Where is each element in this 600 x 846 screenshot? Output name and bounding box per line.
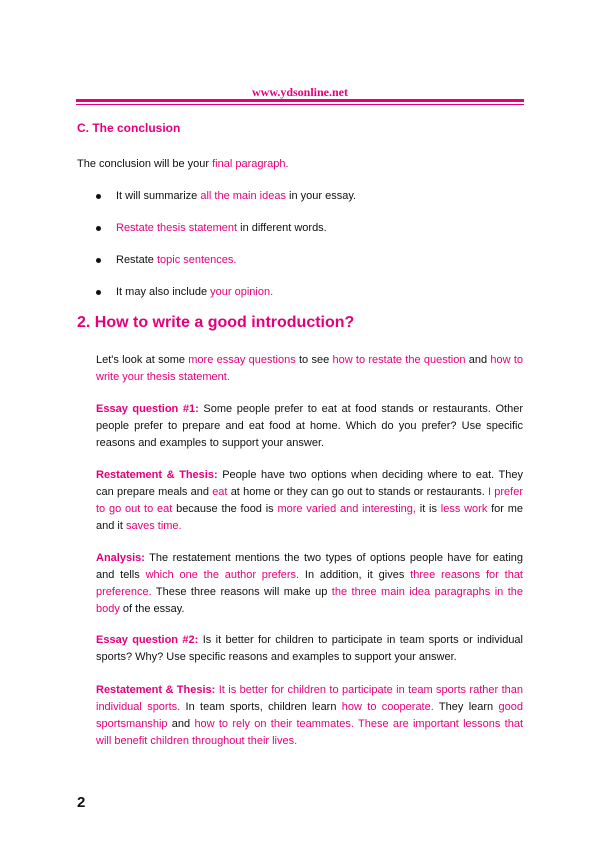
highlight: more essay questions bbox=[188, 354, 296, 366]
text: for me and it bbox=[96, 503, 524, 532]
highlight: less work bbox=[440, 503, 488, 515]
highlight: good sportsmanship bbox=[96, 701, 523, 730]
bullet-text: It may also include bbox=[116, 286, 211, 298]
highlight: eat bbox=[212, 486, 228, 498]
restatement-label: Restatement & Thesis: bbox=[96, 684, 216, 696]
question-text: Is it better for children to participate in team sports or individual sports? Why? Use specific reasons and examples to support your answer. bbox=[96, 634, 523, 663]
text: The restatement mentions the two types of options people have for eating and tells bbox=[96, 552, 523, 581]
paragraph-intro bbox=[96, 352, 523, 386]
intro-highlight: final paragraph. bbox=[212, 158, 289, 170]
highlight: how to restate the question bbox=[332, 354, 466, 366]
bullet-icon bbox=[96, 194, 101, 199]
bullet-text: Restate bbox=[116, 254, 157, 266]
bullet-icon bbox=[96, 258, 101, 263]
essay-question-2 bbox=[96, 632, 523, 666]
highlight: saves time. bbox=[125, 520, 182, 532]
restatement-2 bbox=[96, 682, 523, 750]
conclusion-intro bbox=[77, 158, 289, 170]
list-item bbox=[96, 254, 356, 286]
site-url[interactable]: www.ydsonline.net bbox=[251, 85, 349, 99]
bullet-highlight: Restate thesis statement bbox=[116, 222, 238, 234]
text: In team sports, children learn bbox=[180, 701, 342, 713]
question-label: Essay question #1: bbox=[96, 403, 199, 415]
text: of the essay. bbox=[119, 603, 185, 615]
list-item bbox=[96, 190, 356, 222]
bullet-highlight: all the main ideas bbox=[200, 190, 286, 202]
bullet-icon bbox=[96, 226, 101, 231]
text: They learn bbox=[433, 701, 499, 713]
highlight: which one the author prefers. bbox=[145, 569, 300, 581]
highlight: the three main idea paragraphs in the body bbox=[96, 586, 523, 615]
question-label: Essay question #2: bbox=[96, 634, 199, 646]
intro-text: The conclusion will be your bbox=[77, 158, 213, 170]
conclusion-heading: C. The conclusion bbox=[77, 121, 181, 135]
analysis-label: Analysis: bbox=[96, 552, 145, 564]
text: and bbox=[465, 354, 491, 366]
highlight: how to write your thesis statement. bbox=[96, 354, 524, 383]
bullet-icon bbox=[96, 290, 101, 295]
header-rule-thin bbox=[76, 104, 524, 105]
highlight: It is better for children to participate in team sports rather than individual sports. bbox=[96, 684, 523, 713]
page-number: 2 bbox=[77, 794, 86, 811]
text: it is bbox=[415, 503, 441, 515]
bullet-text: in different words. bbox=[237, 222, 327, 234]
text: People have two options when deciding where to eat. They can prepare meals and bbox=[96, 469, 524, 498]
text: because the food is bbox=[172, 503, 278, 515]
text: and bbox=[167, 718, 195, 730]
header-rule-thick bbox=[76, 99, 524, 102]
highlight: more varied and interesting, bbox=[277, 503, 416, 515]
analysis-1 bbox=[96, 550, 523, 618]
list-item bbox=[96, 222, 356, 254]
section-heading: 2. How to write a good introduction? bbox=[77, 314, 355, 331]
bullet-text: in your essay. bbox=[285, 190, 357, 202]
question-text: Some people prefer to eat at food stands or restaurants. Other people prefer to prepare and eat food at home. Which do you prefer? Use specific reasons and examples to support your answer. bbox=[96, 403, 524, 449]
text: to see bbox=[295, 354, 333, 366]
highlight: I prefer to go out to eat bbox=[96, 486, 523, 515]
text: These three reasons will make up bbox=[151, 586, 332, 598]
bullet-highlight: topic sentences. bbox=[156, 254, 237, 266]
essay-question-1 bbox=[96, 401, 523, 452]
restatement-1 bbox=[96, 467, 523, 535]
bullet-highlight: your opinion. bbox=[210, 286, 274, 298]
highlight: how to cooperate. bbox=[341, 701, 434, 713]
bullet-text: It will summarize bbox=[116, 190, 201, 202]
conclusion-bullet-list bbox=[96, 190, 356, 318]
text: In addition, it gives bbox=[299, 569, 411, 581]
highlight: how to rely on their teammates. These are important lessons that will benefit children throughout their lives. bbox=[96, 718, 524, 747]
restatement-label: Restatement & Thesis: bbox=[96, 469, 218, 481]
text: Let's look at some bbox=[96, 354, 189, 366]
text: at home or they can go out to stands or restaurants. bbox=[227, 486, 488, 498]
highlight: three reasons for that preference. bbox=[96, 569, 523, 598]
